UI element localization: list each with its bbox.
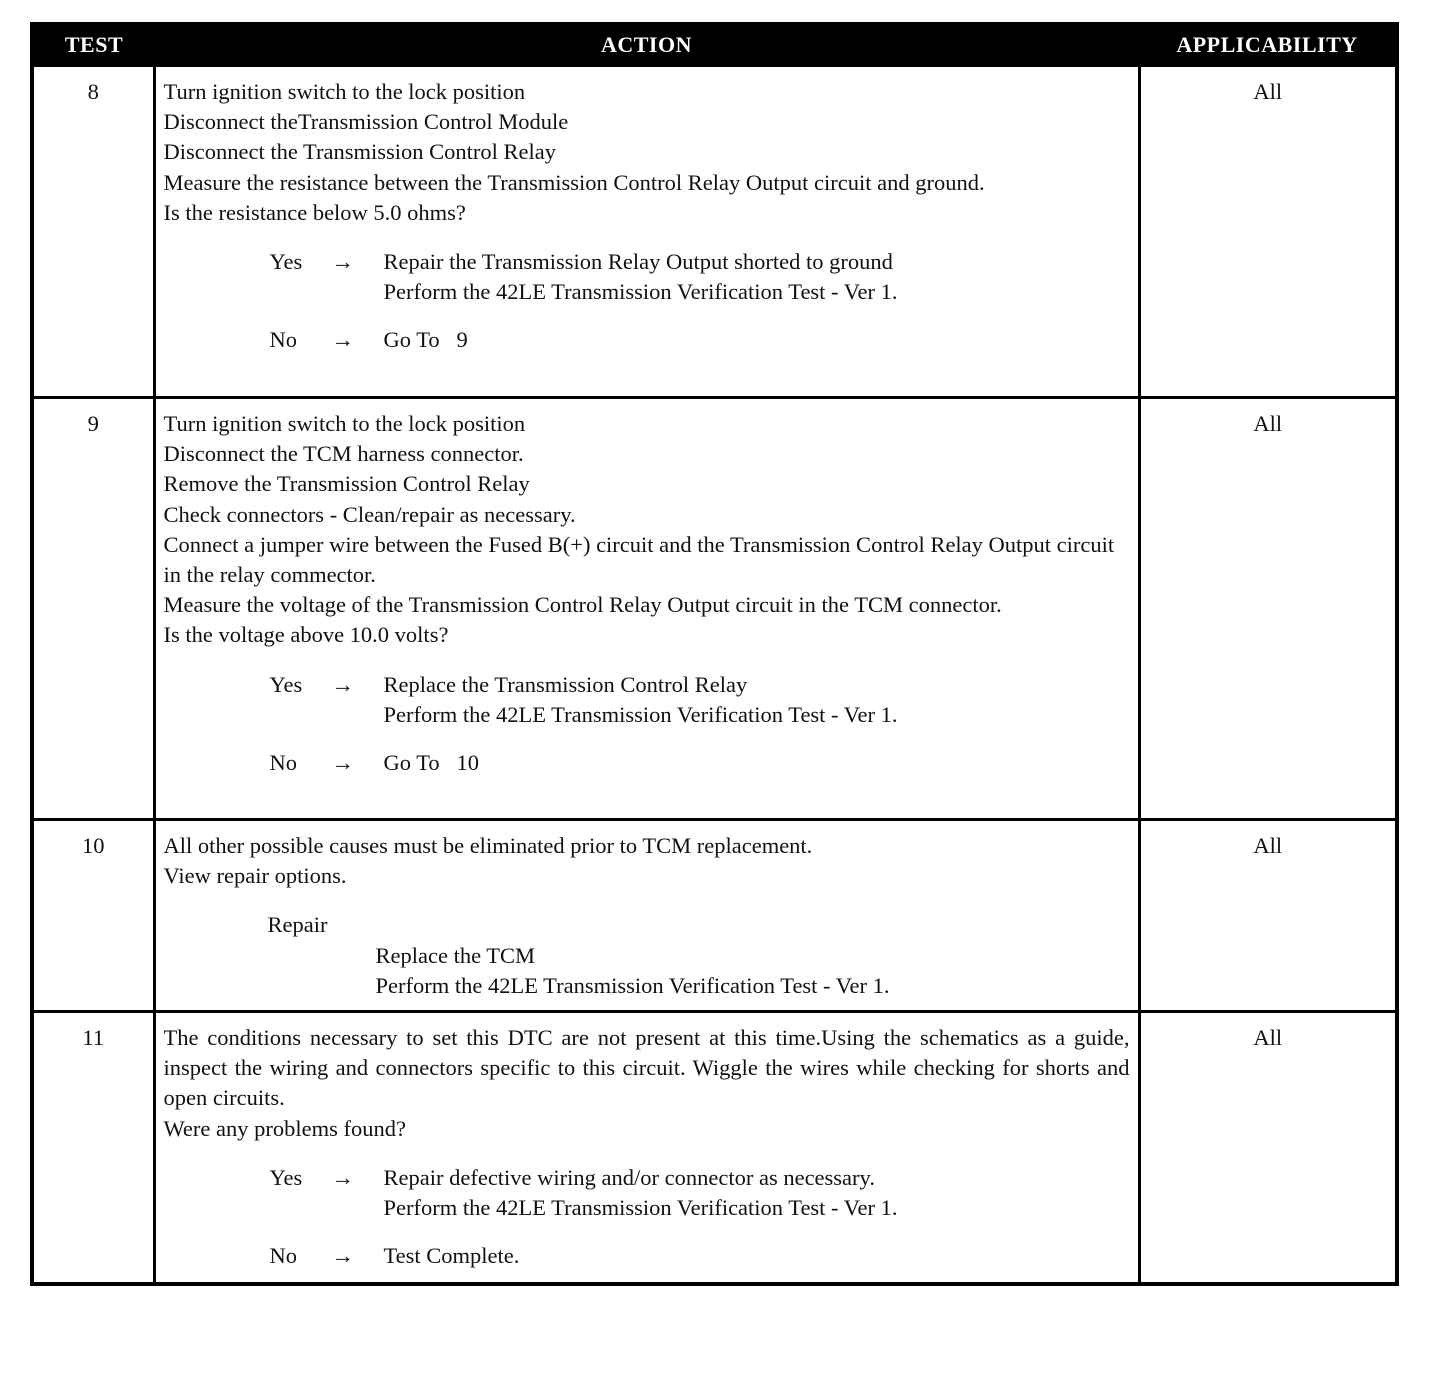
arrow-icon: → [331,671,354,697]
result-line: Test Complete. [383,1243,520,1269]
action-steps [164,1023,1130,1144]
action-cell [154,820,1139,1012]
action-cell [154,1012,1139,1284]
header-test: TEST [32,24,154,66]
result-line: Go To 10 [383,750,480,776]
step: Measure the resistance between the Transmission Control Relay Output circuit and ground. [163,169,985,195]
result-line: Go To 9 [383,327,468,353]
test-number: 11 [32,1012,154,1284]
step: Turn ignition switch to the lock position [163,79,526,104]
arrow-icon: → [331,1164,354,1190]
table-row [32,66,1397,398]
result-line: Replace the Transmission Control Relay [383,671,748,697]
step: Remove the Transmission Control Relay [163,471,530,497]
action-steps [164,409,1130,651]
step: All other possible causes must be eliminated prior to TCM replacement. [163,833,813,858]
step: Disconnect theTransmission Control Module [163,109,569,135]
test-number: 10 [32,820,154,1012]
yes-branch [270,1163,1130,1223]
arrow-icon: → [331,249,354,275]
action-steps [164,77,1130,228]
no-branch [270,748,1130,778]
no-branch [270,1241,1130,1271]
yes-branch [270,670,1130,730]
repair-label: Repair [267,912,328,938]
table-row [32,398,1397,820]
step: Is the voltage above 10.0 volts? [163,622,449,648]
table-header-row [32,24,1397,66]
result-line: Repair the Transmission Relay Output shorted to ground [383,249,893,275]
applicability-value: All [1139,66,1397,398]
table-row [32,820,1397,1012]
applicability-value: All [1139,1012,1397,1284]
no-label: No [269,1243,297,1269]
step: View repair options. [163,863,347,889]
table-row [32,1012,1397,1284]
step: The conditions necessary to set this DTC are not present at this time.Using the schematics as a guide, inspect the wiring and connectors specific to this circuit. Wiggle the wires while checking for shorts and open circuits. [163,1025,1130,1111]
step: Connect a jumper wire between the Fused B(+) circuit and the Transmission Control Relay Output circuit in the relay commector. [163,531,1115,588]
no-result [384,325,1130,355]
step: Disconnect the Transmission Control Relay [163,139,556,165]
result-line: Repair defective wiring and/or connector as necessary. [383,1164,875,1190]
step: Is the resistance below 5.0 ohms? [163,199,466,225]
action-cell [154,398,1139,820]
no-result [384,748,1130,778]
result-line: Perform the 42LE Transmission Verification Test - Ver 1. [383,701,898,727]
yes-label: Yes [269,249,303,275]
test-number: 8 [32,66,154,398]
arrow-icon: → [331,1243,354,1269]
yes-label: Yes [269,1164,303,1190]
yes-result [384,1163,1130,1223]
test-number: 9 [32,398,154,820]
no-branch [270,325,1130,355]
action-steps [164,831,1130,891]
step: Turn ignition switch to the lock position [163,411,526,436]
arrow-icon: → [331,750,354,776]
repair-line: Perform the 42LE Transmission Verification Test - Ver 1. [375,972,890,998]
step: Measure the voltage of the Transmission Control Relay Output circuit in the TCM connector. [163,592,1002,618]
arrow-icon: → [331,327,354,353]
result-line: Perform the 42LE Transmission Verification Test - Ver 1. [383,1195,898,1221]
yes-result [384,670,1130,730]
yes-result [384,247,1130,307]
no-result [384,1241,1130,1271]
result-line: Perform the 42LE Transmission Verification Test - Ver 1. [383,279,898,305]
step: Check connectors - Clean/repair as necessary. [163,501,576,527]
step: Were any problems found? [163,1115,406,1141]
yes-branch [270,247,1130,307]
action-cell [154,66,1139,398]
applicability-value: All [1139,820,1397,1012]
diagnostic-test-table [30,22,1399,1286]
yes-label: Yes [269,671,303,697]
applicability-value: All [1139,398,1397,820]
header-action: ACTION [154,24,1139,66]
repair-line: Replace the TCM [375,942,536,968]
no-label: No [269,327,297,353]
no-label: No [269,750,297,776]
header-applicability: APPLICABILITY [1139,24,1397,66]
step: Disconnect the TCM harness connector. [163,441,524,467]
